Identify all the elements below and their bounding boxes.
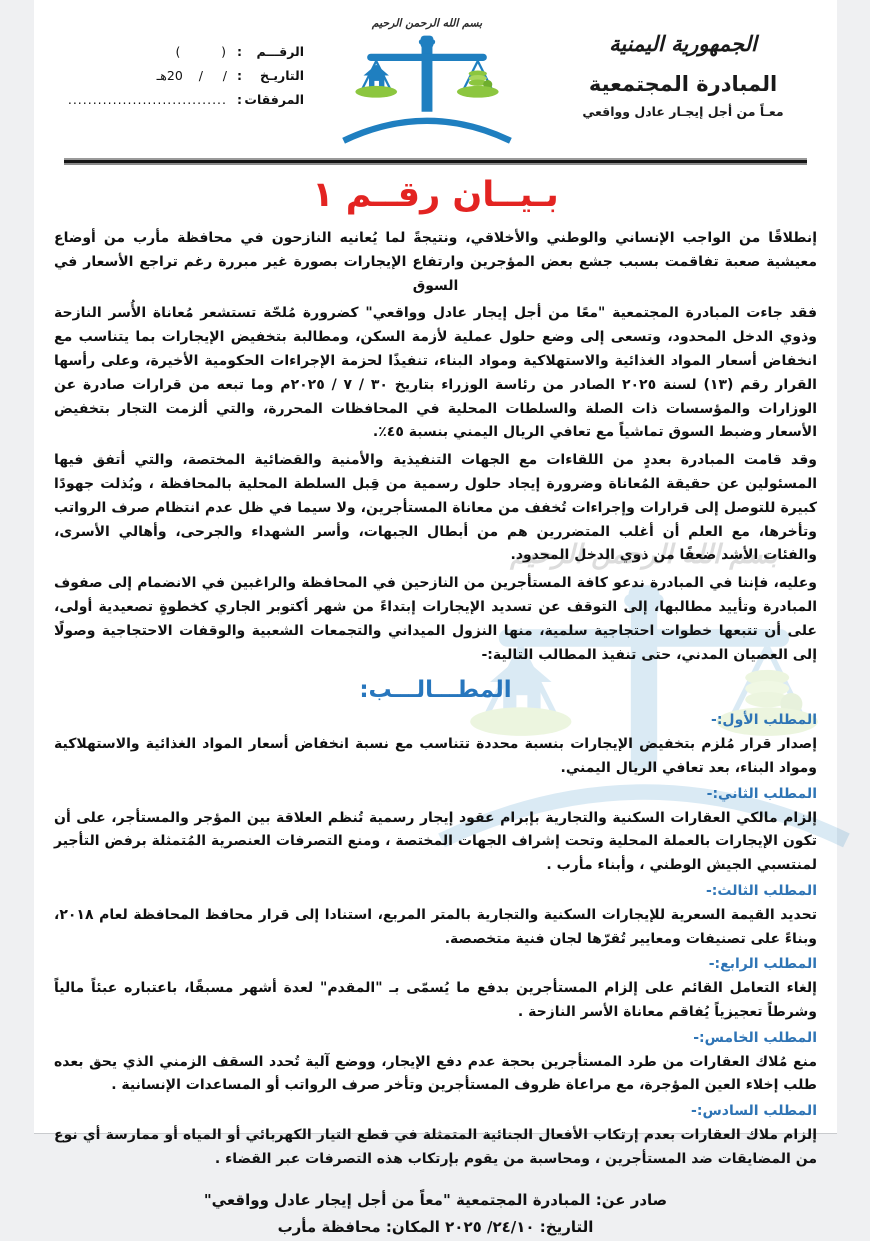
ref-attachments-value: ................................ xyxy=(67,92,227,107)
ref-date-row: التاريـخ : / / 20هـ xyxy=(156,68,304,83)
demand-label: المطلب الرابع:- xyxy=(708,956,817,973)
footer-date-place: التاريخ: ٢٤/١٠/ ٢٠٢٥ المكان: محافظة مأرب xyxy=(277,1218,594,1237)
demand-block xyxy=(54,1100,817,1171)
demand-text: إلغاء التعامل القائم على إلزام المستأجرين بدفع ما يُسمّى بـ "المقدم" لعدة أشهر مسبقًا، باعتباره عبئاً مالياً وشرطاً تعجيزياً يُفاقم معاناة الأسر النازحة . xyxy=(54,980,817,1020)
ref-date-value: / / 20هـ xyxy=(156,68,227,83)
ref-attachments-row: المرفقات : ................................ xyxy=(67,92,304,107)
demand-block xyxy=(54,783,817,878)
demand-block xyxy=(54,953,817,1024)
body-paragraph: وقد قامت المبادرة بعددٍ من اللقاءات مع الجهات التنفيذية والأمنية والقضائية المختصة، والتي أتفق فيها المسئولين عن حقيقة المُعاناة وضرورة إيجاد حلول رسمية من قِبل السلطة المحلية بالمحافظة ، وبُذلت جهودًا كبيرة للتوصل إلى قرارات وإجراءات تُخفف من معاناة المستأجرين، ولا سيما في ظل عدم انتظام صرف الرواتب وتأخرها، مع العلم أن أغلب المتضررين هم من أبطال الجبهات، وأسر الشهداء والجرحى، وأهالي الأسرى، والفئات الأشد ضعفًا من ذوي الدخل المحدود. xyxy=(54,452,817,564)
demand-block xyxy=(54,709,817,780)
org-initiative-name: المبادرة المجتمعية xyxy=(588,72,778,96)
ref-number-label: الرقـــم xyxy=(256,44,304,59)
demands-list xyxy=(54,709,817,1171)
statement-title: بـيــان رقــم ١ xyxy=(312,175,559,215)
demands-heading: المطـــالـــب: xyxy=(359,677,512,704)
ref-number-value: ( ) xyxy=(175,44,227,59)
statement-body xyxy=(54,227,817,667)
demand-text: منع مُلاك العقارات من طرد المستأجرين بحجة عدم دفع الإيجار، ووضع آلية تُحدد السقف الزمني الذي يحق بعده طلب إخلاء العين المؤجرة، مع مراعاة ظروف المستأجرين وتأخر صرف الرواتب أو المساعدات الإنسانية . xyxy=(54,1053,817,1094)
ref-attachments-label: المرفقات xyxy=(244,92,304,107)
reference-fields xyxy=(54,10,304,116)
demand-label: المطلب السادس:- xyxy=(691,1103,817,1120)
org-slogan: معـاً من أجل إيجـار عادل وواقعي xyxy=(582,104,784,119)
demand-label: المطلب الأول:- xyxy=(711,712,817,729)
statement-footer xyxy=(54,1187,817,1241)
org-country-name: الجمهورية اليمنية xyxy=(609,32,757,56)
scales-house-money-logo-icon xyxy=(332,12,522,148)
org-block xyxy=(549,10,817,119)
demand-text: إلزام مالكي العقارات السكنية والتجارية بإبرام عقود إيجار رسمية تُنظم العلاقة بين المؤجر والمستأجر، على أن تكون الإيجارات بالعملة المحلية وتحت إشراف الجهات المختصة ، ومنع التصرفات العنصرية المُتمثلة برفض التأجير لمنتسبي الجيش الوطني ، وأبناء مأرب . xyxy=(54,809,817,874)
ref-date-label: التاريـخ xyxy=(260,68,304,83)
document-paper xyxy=(34,0,837,1237)
demand-label: المطلب الخامس:- xyxy=(693,1029,817,1046)
body-paragraph: إنطلاقًا من الواجب الإنساني والوطني والأخلاقي، ونتيجةً لما يُعانيه النازحون في محافظة مأرب من أوضاع معيشية صعبة تفاقمت بسبب جشع بعض المؤجرين وارتفاع الإيجارات بصورة غير مبررة رغم تراجع الأسعار في السوق xyxy=(54,230,817,294)
header-divider-rule xyxy=(64,158,807,165)
ref-number-row: الرقـــم : ( ) xyxy=(175,44,304,59)
demand-block xyxy=(54,1027,817,1098)
demand-text: إلزام ملاك العقارات بعدم إرتكاب الأفعال الجنائية المتمثلة في قطع التيار الكهربائي أو المياه أو ممارسة أي نوع من المضايقات ضد المستأجرين ، ومحاسبة من يقوم بإرتكاب هذه التصرفات عبر القضاء . xyxy=(54,1126,817,1167)
demand-label: المطلب الثالث:- xyxy=(705,882,817,899)
letterhead xyxy=(54,10,817,152)
demand-label: المطلب الثاني:- xyxy=(706,785,817,802)
demand-text: تحديد القيمة السعرية للإيجارات السكنية والتجارية بالمتر المربع، استنادا إلى قرار محافظ المحافظة لعام ٢٠١٨، وبناءً على تصنيفات ومعايير تُقرّها لجان فنية متخصصة. xyxy=(54,906,817,947)
body-paragraph: فقد جاءت المبادرة المجتمعية "معًا من أجل إيجار عادل وواقعي" كضرورة مُلحّة تستشعر مُعاناة الأُسر النازحة وذوي الدخل المحدود، وتسعى إلى وضع حلول عملية لأزمة السكن، ومطالبة بتخفيض الإيجارات بما يتناسب مع انخفاض أسعار المواد الغذائية والاستهلاكية ومواد البناء، تنفيذًا لحزمة الإجراءات الحكومية الأخيرة، وعلى رأسها القرار رقم (١٣) لسنة ٢٠٢٥ الصادر من رئاسة الوزراء بتاريخ ٣٠ / ٧ / ٢٠٢٥م وما تبعه من قرارات صادرة عن الوزارات والمؤسسات ذات الصلة والسلطات المحلية في المحافظات المحررة، والتي ألزمت التجار بتخفيض الأسعار وضبط السوق تماشياً مع تعافي الريال اليمني بنسبة ٤٥٪. xyxy=(54,305,817,441)
demand-block xyxy=(54,880,817,951)
logo-block xyxy=(304,10,549,152)
footer-issued-by: صادر عن: المبادرة المجتمعية "معاً من أجل إيجار عادل وواقعي" xyxy=(203,1191,668,1210)
body-paragraph: وعليه، فإننا في المبادرة ندعو كافة المستأجرين من النازحين في المحافظة والراغبين في الانضمام إلى صفوف المبادرة وتأييد مطالبها، إلى التوقف عن تسديد الإيجارات إبتداءً من شهر أكتوبر الجاري كخطوةٍ تصعيدية أولى، على أن تتبعها خطوات احتجاجية سلمية، منها النزول الميداني والتجمعات الشعبية والوقفات الاحتجاجية وصولًا إلى العصيان المدني، حتى تنفيذ المطالب التالية:- xyxy=(54,575,817,663)
demand-text: إصدار قرار مُلزم بتخفيض الإيجارات بنسبة محددة تتناسب مع نسبة انخفاض أسعار المواد الغذائية والاستهلاكية ومواد البناء، بعد تعافي الريال اليمني. xyxy=(54,736,817,776)
